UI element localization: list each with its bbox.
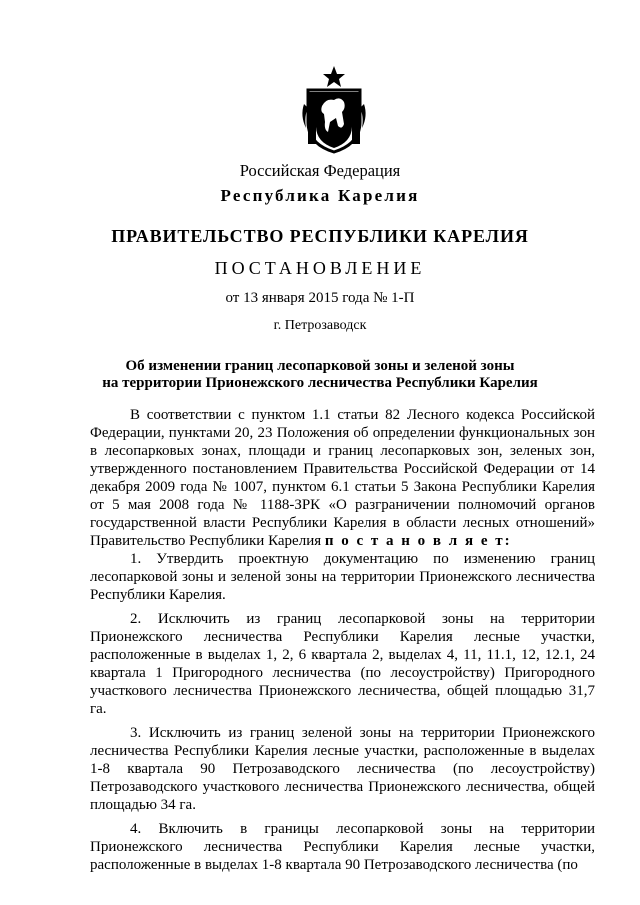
item-paragraph-3: 3. Исключить из границ зеленой зоны на территории Прионежского лесничества Республики Карелия лесные участки, расположенные в выделах 1-8 квартала 90 Петрозаводского лесничества (по лесоустройству) Петрозаводского участкового лесничества Прионежского лесничества, общей площадью 34 га. [90,725,595,813]
subject-line-1: Об изменении границ лесопарковой зоны и зеленой зоны [125,358,515,374]
item-paragraph-2: 2. Исключить из границ лесопарковой зоны на территории Прионежского лесничества Республики Карелия лесные участки, расположенные в выделах 1, 2, 6 квартала 2, выделах 4, 11, 11.1, 12, 12.1, 24 квартала 1 Пригородного лесничества (по лесоустройству) Пригородного участкового лесничества Прионежского лесничества, общей площадью 31,7 га. [90,611,595,717]
preamble-paragraph [90,406,595,550]
preamble-text: В соответствии с пунктом 1.1 статьи 82 Лесного кодекса Российской Федерации, пунктами 20, 23 Положения об определении функциональных зон в лесопарковых зонах, площади и границ лесопарковых зон, зеленых зон, утвержденного постановлением Правительства Российской Федерации от 14 декабря 2009 года № 1007, пунктом 6.1 статьи 5 Закона Республики Карелия от 5 мая 2008 года № 1188-ЗРК «О разграничении полномочий органов государственной власти Республики Карелия в области лесных отношений» Правительство Республики Карелия [90,407,595,549]
country-name: Российская Федерация [239,161,401,180]
subject-line-2: на территории Прионежского лесничества Республики Карелия [102,375,538,391]
document-subject [80,358,560,392]
document-date-number: от 13 января 2015 года № 1-П [225,290,415,306]
item-paragraph-4: 4. Включить в границы лесопарковой зоны на территории Прионежского лесничества Республики Карелия лесные участки, расположенные в выделах 1-8 квартала 90 Петрозаводского лесничества (по [90,821,595,873]
document-city: г. Петрозаводск [273,318,367,333]
republic-name: Республика Карелия [220,186,420,205]
karelia-coat-of-arms-icon [298,64,370,154]
item-paragraph-1: 1. Утвердить проектную документацию по изменению границ лесопарковой зоны и зеленой зоны на территории Прионежского лесничества Республики Карелия. [90,551,595,603]
document-type: ПОСТАНОВЛЕНИЕ [214,258,426,278]
government-title: ПРАВИТЕЛЬСТВО РЕСПУБЛИКИ КАРЕЛИЯ [111,226,529,246]
decree-word: п о с т а н о в л я е т: [324,533,512,549]
document-body [90,406,595,874]
